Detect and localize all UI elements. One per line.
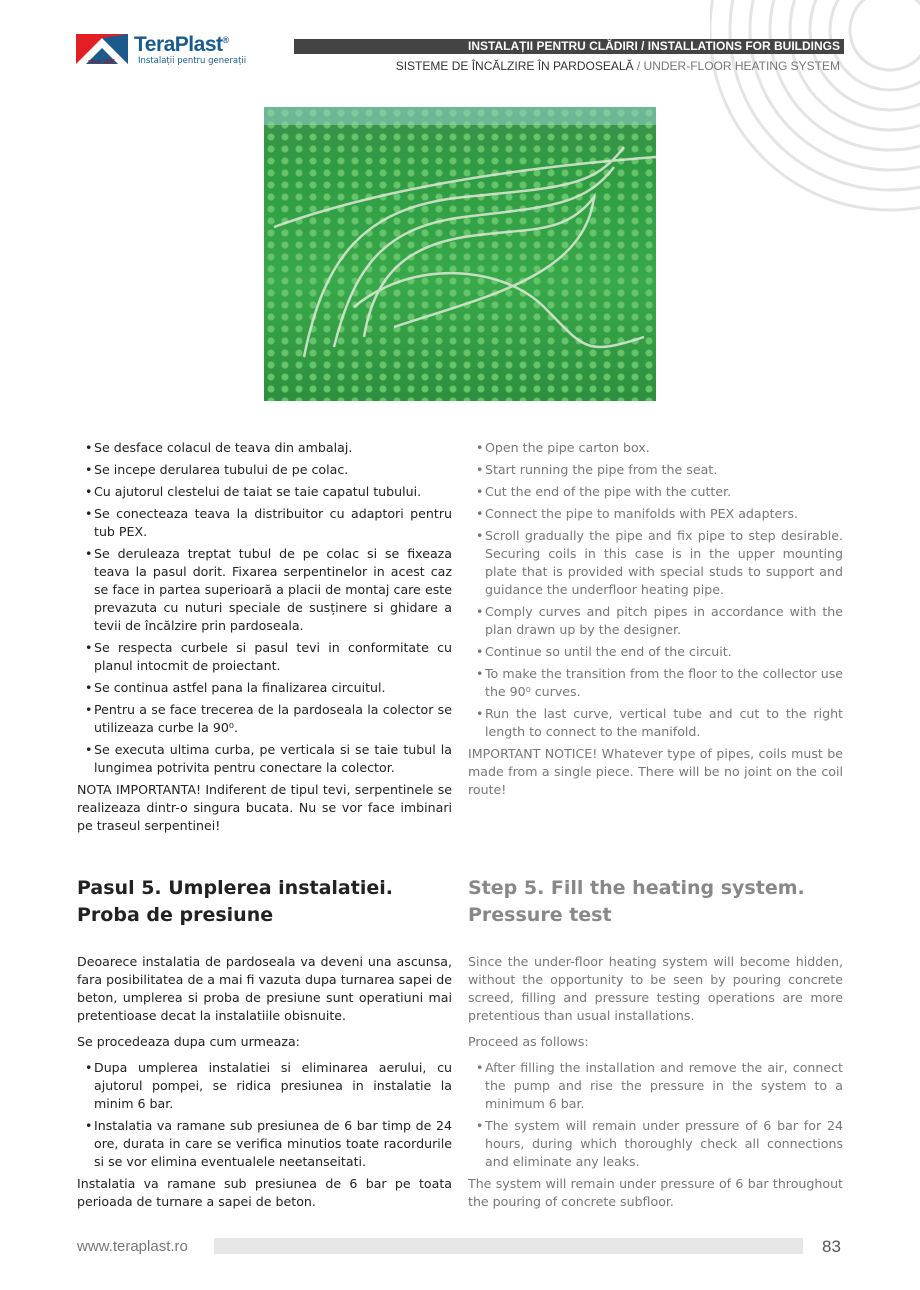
- list-item: • Se conecteaza teava la distribuitor cu adaptori pentru tub PEX.: [77, 505, 452, 541]
- important-note: IMPORTANT NOTICE! Whatever type of pipes, coils must be made from a single piece. There will be no joint on the coil route!: [468, 746, 843, 797]
- step5-en: [468, 875, 843, 1211]
- logo-since: since 1896: [88, 59, 116, 65]
- list-item: • Se deruleaza treptat tubul de pe colac si se fixeaza teava la pasul dorit. Fixarea serpentinelor in acest caz se face in partea superioară a placii de montaj care este prevazuta cu nuturi speciale de susținere si ghidare a tevii de încălzire prin pardoseala.: [77, 545, 452, 635]
- final-paragraph: The system will remain under pressure of 6 bar throughout the pouring of concrete subfloor.: [468, 1176, 843, 1209]
- list-item: • Scroll gradually the pipe and fix pipe to step desirable. Securing coils in this case is in the upper mounting plate that is provided with special studs to support and guidance the underfloor heating pipe.: [468, 527, 843, 599]
- installation-steps-ro: [77, 439, 452, 777]
- list-item: • Connect the pipe to manifolds with PEX adapters.: [468, 505, 843, 523]
- final-paragraph: Instalatia va ramane sub presiunea de 6 bar pe toata perioada de turnare a sapei de beton.: [77, 1176, 452, 1209]
- intro-paragraph: Deoarece instalatia de pardoseala va deveni una ascunsa, fara posibilitatea de a mai fi vazuta dupa turnarea sapei de beton, umplerea si proba de presiune sunt operatiuni mai pretentioase decat la instalatiile obisnuite.: [77, 954, 452, 1023]
- pipe-coil-illustration: [264, 107, 656, 401]
- list-item: • Se continua astfel pana la finalizarea circuitul.: [77, 679, 452, 697]
- footer-bar: [214, 1238, 803, 1254]
- step5-ro: [77, 875, 452, 1211]
- decorative-fingerprint: [710, 0, 920, 220]
- list-item: • After filling the installation and remove the air, connect the pump and rise the pressure in the system to a minimum 6 bar.: [468, 1059, 843, 1113]
- list-item: • Pentru a se face trecerea de la pardoseala la colector se utilizeaza curbe la 90⁰.: [77, 701, 452, 737]
- brand-tagline: Instalații pentru generații: [138, 56, 247, 66]
- intro-paragraph: Since the under-floor heating system will become hidden, without the opportunity to be seen by pouring concrete screed, filling and pressure testing operations are more pretentious than usual installations.: [468, 954, 843, 1023]
- list-item: • Cut the end of the pipe with the cutter.: [468, 483, 843, 501]
- list-item: • Se executa ultima curba, pe verticala si se taie tubul la lungimea potrivita pentru conectare la colector.: [77, 741, 452, 777]
- list-item: • To make the transition from the floor to the collector use the 90⁰ curves.: [468, 665, 843, 701]
- section-subtitle: SISTEME DE ÎNCĂLZIRE ÎN PARDOSEALĂ / UNDER-FLOOR HEATING SYSTEM: [395, 59, 840, 73]
- left-column-ro: [77, 439, 452, 835]
- underfloor-heating-photo: [264, 107, 656, 401]
- list-item: • Se respecta curbele si pasul tevi in conformitate cu planul intocmit de proiectant.: [77, 639, 452, 675]
- website-link[interactable]: www.teraplast.ro: [77, 1238, 188, 1255]
- brand-name: TeraPlast®: [134, 33, 229, 56]
- list-item: • Comply curves and pitch pipes in accordance with the plan drawn up by the designer.: [468, 603, 843, 639]
- list-item: • The system will remain under pressure of 6 bar for 24 hours, during which thoroughly check all connections and eliminate any leaks.: [468, 1117, 843, 1171]
- list-item: • Continue so until the end of the circuit.: [468, 643, 843, 661]
- page-number: 83: [822, 1237, 841, 1256]
- list-item: • Open the pipe carton box.: [468, 439, 843, 457]
- list-item: • Se desface colacul de teava din ambalaj.: [77, 439, 452, 457]
- proceed-text: Se procedeaza dupa cum urmeaza:: [77, 1034, 300, 1049]
- important-note: NOTA IMPORTANTA! Indiferent de tipul tevi, serpentinele se realizeaza dintr-o singura bucata. Nu se vor face imbinari pe traseul serpentinei!: [77, 782, 452, 833]
- proceed-text: Proceed as follows:: [468, 1034, 589, 1049]
- list-item: • Cu ajutorul clestelui de taiat se taie capatul tubului.: [77, 483, 452, 501]
- installation-steps-en: [468, 439, 843, 741]
- right-column-en: [468, 439, 843, 799]
- list-item: • Run the last curve, vertical tube and cut to the right length to connect to the manifold.: [468, 705, 843, 741]
- list-item: • Dupa umplerea instalatiei si eliminarea aerului, cu ajutorul pompei, se ridica presiunea in instalatie la minim 6 bar.: [77, 1059, 452, 1113]
- list-item: • Se incepe derularea tubului de pe colac.: [77, 461, 452, 479]
- list-item: • Start running the pipe from the seat.: [468, 461, 843, 479]
- category-bar: INSTALAȚII PENTRU CLĂDIRI / INSTALLATIONS FOR BUILDINGS: [294, 39, 844, 54]
- list-item: • Instalatia va ramane sub presiunea de 6 bar timp de 24 ore, durata in care se verifica minutios toate racordurile si se vor elimina eventualele neetanseitati.: [77, 1117, 452, 1171]
- section-heading: Step 5. Fill the heating system. Pressure test: [468, 877, 805, 926]
- section-heading: Pasul 5. Umplerea instalatiei. Proba de presiune: [77, 877, 393, 926]
